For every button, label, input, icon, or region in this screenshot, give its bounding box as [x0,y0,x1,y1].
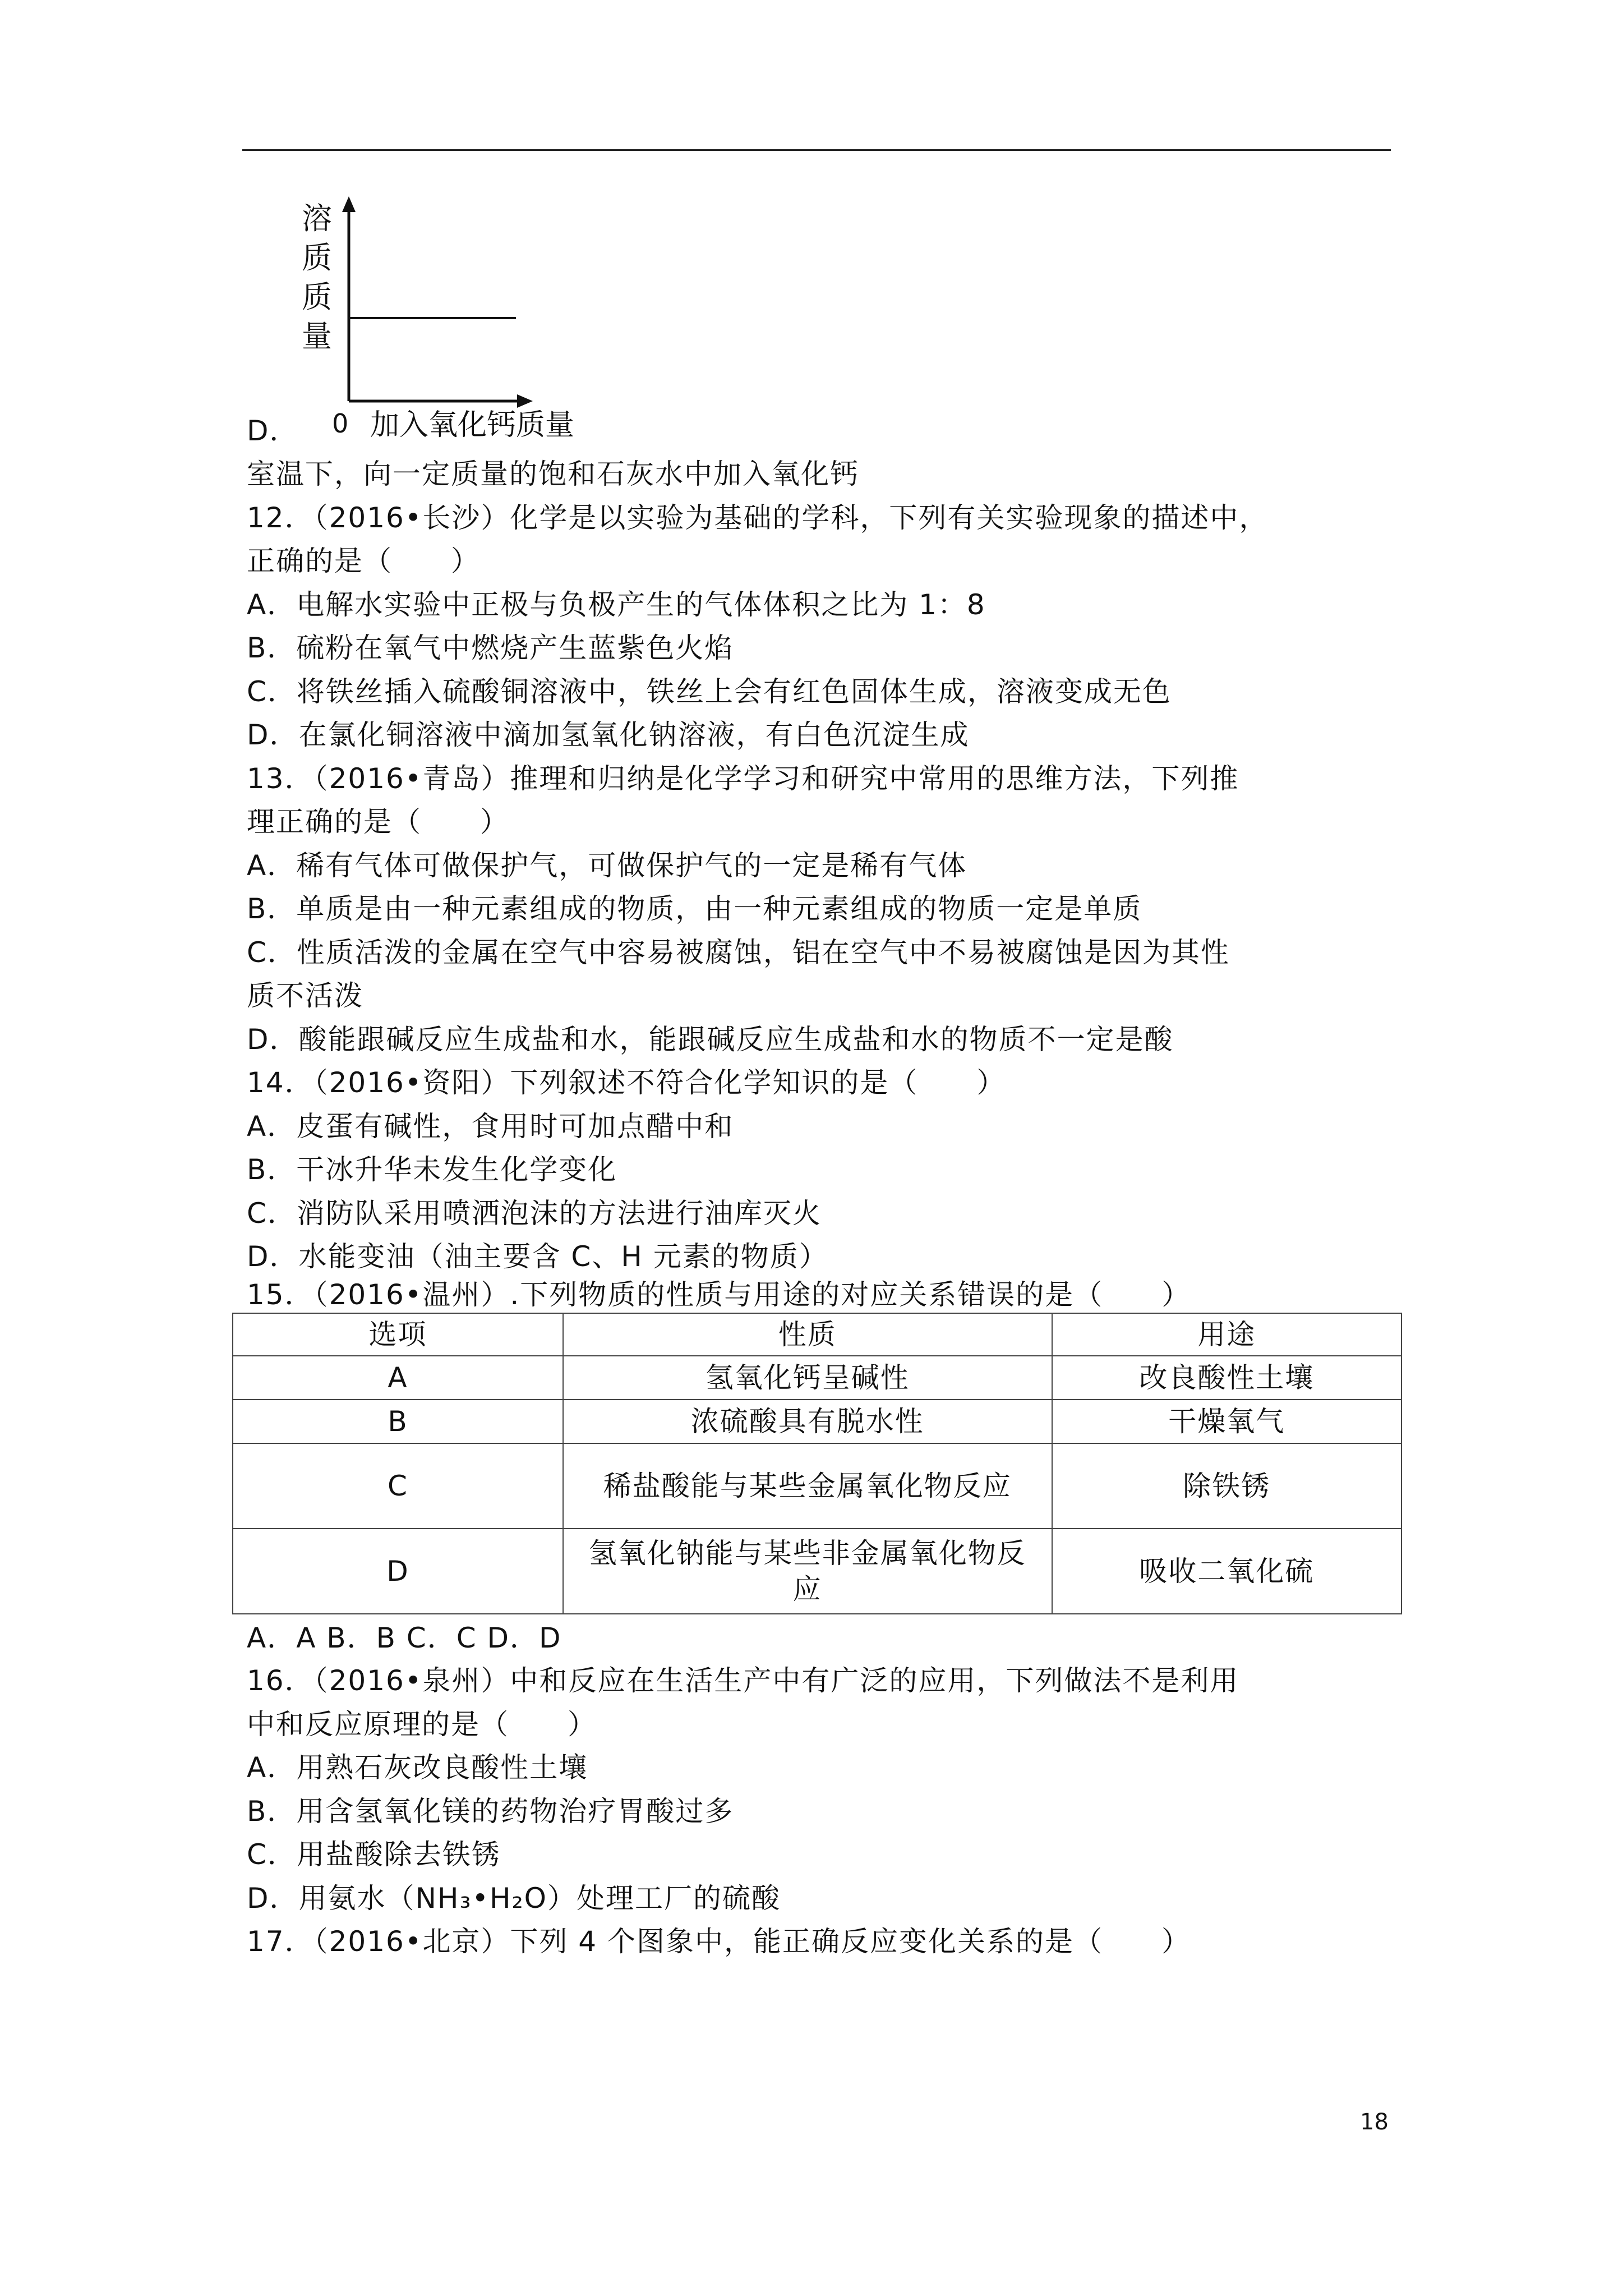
q13-option-c-line2: 质不活泼 [247,979,363,1012]
table-row [233,1400,1401,1443]
q14-option-a: A．皮蛋有碱性，食用时可加点醋中和 [247,1110,734,1143]
table-header-cell: 性质 [563,1313,1052,1356]
table-header-cell: 选项 [233,1313,563,1356]
q13-option-b: B．单质是由一种元素组成的物质，由一种元素组成的物质一定是单质 [247,892,1142,925]
q13-option-c-line1: C．性质活泼的金属在空气中容易被腐蚀，铝在空气中不易被腐蚀是因为其性 [247,936,1230,969]
table-cell: 氢氧化钙呈碱性 [563,1356,1052,1400]
q15-options: A．A B．B C．C D．D [247,1622,562,1654]
q14-option-d: D．水能变油（油主要含 C、H 元素的物质） [247,1240,828,1273]
table-row [233,1443,1401,1529]
q16-stem-line1: 16．（2016•泉州）中和反应在生活生产中有广泛的应用，下列做法不是利用 [247,1664,1239,1697]
table-header-cell: 用途 [1052,1313,1401,1356]
header-rule [242,149,1391,151]
q16-option-b: B．用含氢氧化镁的药物治疗胃酸过多 [247,1795,734,1828]
q14-stem: 14．（2016•资阳）下列叙述不符合化学知识的是（ ） [247,1066,1006,1099]
table-row [233,1356,1401,1400]
table-cell: D [233,1529,563,1614]
origin-label: 0 [332,408,349,439]
table-row [233,1529,1401,1614]
table-cell: 除铁锈 [1052,1443,1401,1529]
x-axis-label: 加入氧化钙质量 [370,408,575,442]
option-d-caption: 室温下，向一定质量的饱和石灰水中加入氧化钙 [247,458,859,490]
q13-stem-line1: 13．（2016•青岛）推理和归纳是化学学习和研究中常用的思维方法，下列推 [247,762,1239,795]
q13-option-a: A．稀有气体可做保护气，可做保护气的一定是稀有气体 [247,849,967,882]
q17-stem: 17．（2016•北京）下列 4 个图象中，能正确反应变化关系的是（ ） [247,1925,1191,1958]
q14-option-b: B．干冰升华未发生化学变化 [247,1153,617,1186]
q12-option-b: B．硫粉在氧气中燃烧产生蓝紫色火焰 [247,632,734,664]
q14-option-c: C．消防队采用喷洒泡沫的方法进行油库灭火 [247,1197,822,1230]
q12-option-d: D．在氯化铜溶液中滴加氢氧化钠溶液，有白色沉淀生成 [247,719,970,751]
table-cell: 稀盐酸能与某些金属氧化物反应 [563,1443,1052,1529]
q16-option-a: A．用熟石灰改良酸性土壤 [247,1751,588,1784]
q16-option-d: D．用氨水（NH₃•H₂O）处理工厂的硫酸 [247,1882,781,1915]
q12-option-c: C．将铁丝插入硫酸铜溶液中，铁丝上会有红色固体生成，溶液变成无色 [247,675,1172,708]
table-cell: 氢氧化钠能与某些非金属氧化物反应 [563,1529,1052,1614]
q12-stem-line1: 12．（2016•长沙）化学是以实验为基础的学科，下列有关实验现象的描述中， [247,501,1269,534]
property-use-table [232,1313,1402,1614]
table-cell: 吸收二氧化硫 [1052,1529,1401,1614]
table-cell: C [233,1443,563,1529]
table-cell: B [233,1400,563,1443]
q13-option-d: D．酸能跟碱反应生成盐和水，能跟碱反应生成盐和水的物质不一定是酸 [247,1023,1174,1056]
q16-stem-line2: 中和反应原理的是（ ） [247,1708,597,1741]
option-d-label: D． [247,415,299,447]
q12-option-a: A．电解水实验中正极与负极产生的气体体积之比为 1：8 [247,588,986,621]
q15-stem: 15．（2016•温州）.下列物质的性质与用途的对应关系错误的是（ ） [247,1278,1191,1311]
table-cell: A [233,1356,563,1400]
page-number: 18 [1360,2109,1389,2135]
table-cell: 改良酸性土壤 [1052,1356,1401,1400]
y-axis-label: 溶 质 质 量 [302,201,332,354]
table-header-row [233,1313,1401,1356]
q16-option-c: C．用盐酸除去铁锈 [247,1838,501,1871]
table-cell: 浓硫酸具有脱水性 [563,1400,1052,1443]
table-cell: 干燥氧气 [1052,1400,1401,1443]
q13-stem-line2: 理正确的是（ ） [247,806,509,838]
solute-mass-graph [297,196,600,454]
q12-stem-line2: 正确的是（ ） [247,545,480,577]
